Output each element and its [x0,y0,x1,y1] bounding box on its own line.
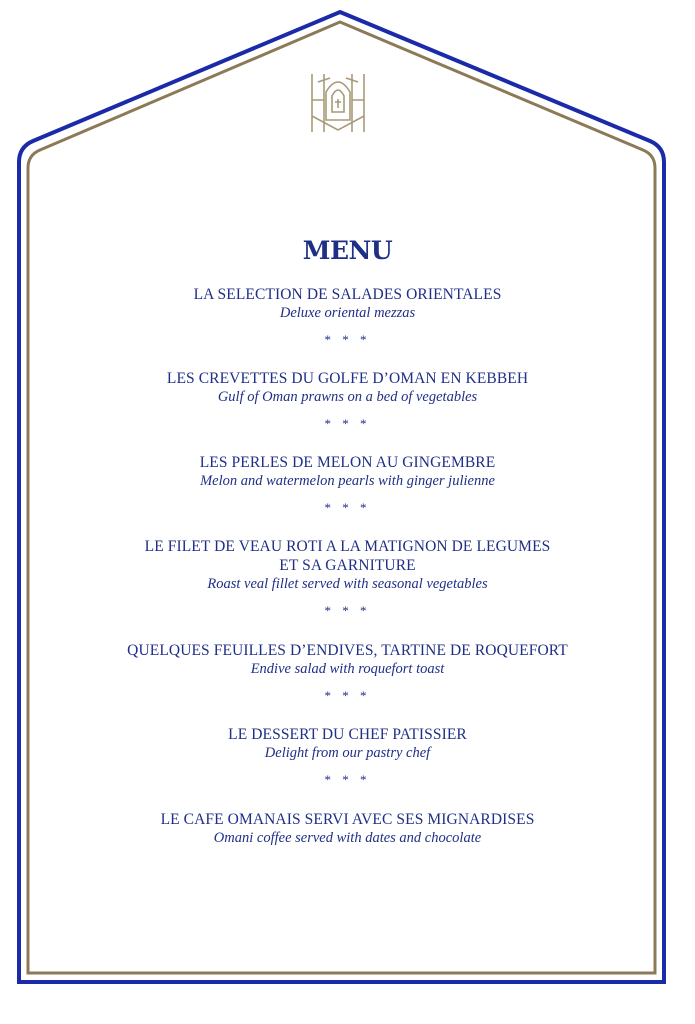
course-french-name: QUELQUES FEUILLES D’ENDIVES, TARTINE DE ROQUEFORT [127,642,568,659]
menu-title: MENU [302,236,393,265]
separator: * * * [324,772,371,787]
separator: * * * [324,332,371,347]
course-english-description: Delight from our pastry chef [264,745,431,761]
course-3 [0,453,695,491]
course-2 [0,369,695,407]
course-7 [0,810,695,848]
course-french-name: LES PERLES DE MELON AU GINGEMBRE [199,454,496,471]
course-5 [0,641,695,679]
course-english-description: Gulf of Oman prawns on a bed of vegetables [217,389,478,405]
course-6 [0,725,695,763]
course-english-description: Melon and watermelon pearls with ginger julienne [200,473,495,489]
course-4 [0,537,695,594]
course-french-name: LE DESSERT DU CHEF PATISSIER [228,726,467,743]
course-french-name: LES CREVETTES DU GOLFE D’OMAN EN KEBBEH [166,370,529,387]
monogram-logo [308,70,368,136]
separator: * * * [324,688,371,703]
course-french-name: LA SELECTION DE SALADES ORIENTALES [193,286,502,303]
course-french-name: LE CAFE OMANAIS SERVI AVEC SES MIGNARDISES [160,811,535,828]
course-english-description: Omani coffee served with dates and chocolate [213,830,482,846]
separator: * * * [324,500,371,515]
course-english-description: Deluxe oriental mezzas [279,305,416,321]
course-1 [0,285,695,323]
course-english-description: Roast veal fillet served with seasonal vegetables [207,576,488,592]
course-french-name-continued: ET SA GARNITURE [279,557,416,574]
course-english-description: Endive salad with roquefort toast [250,661,445,677]
separator: * * * [324,603,371,618]
course-french-name: LE FILET DE VEAU ROTI A LA MATIGNON DE LEGUMES [144,538,551,555]
separator: * * * [324,416,371,431]
